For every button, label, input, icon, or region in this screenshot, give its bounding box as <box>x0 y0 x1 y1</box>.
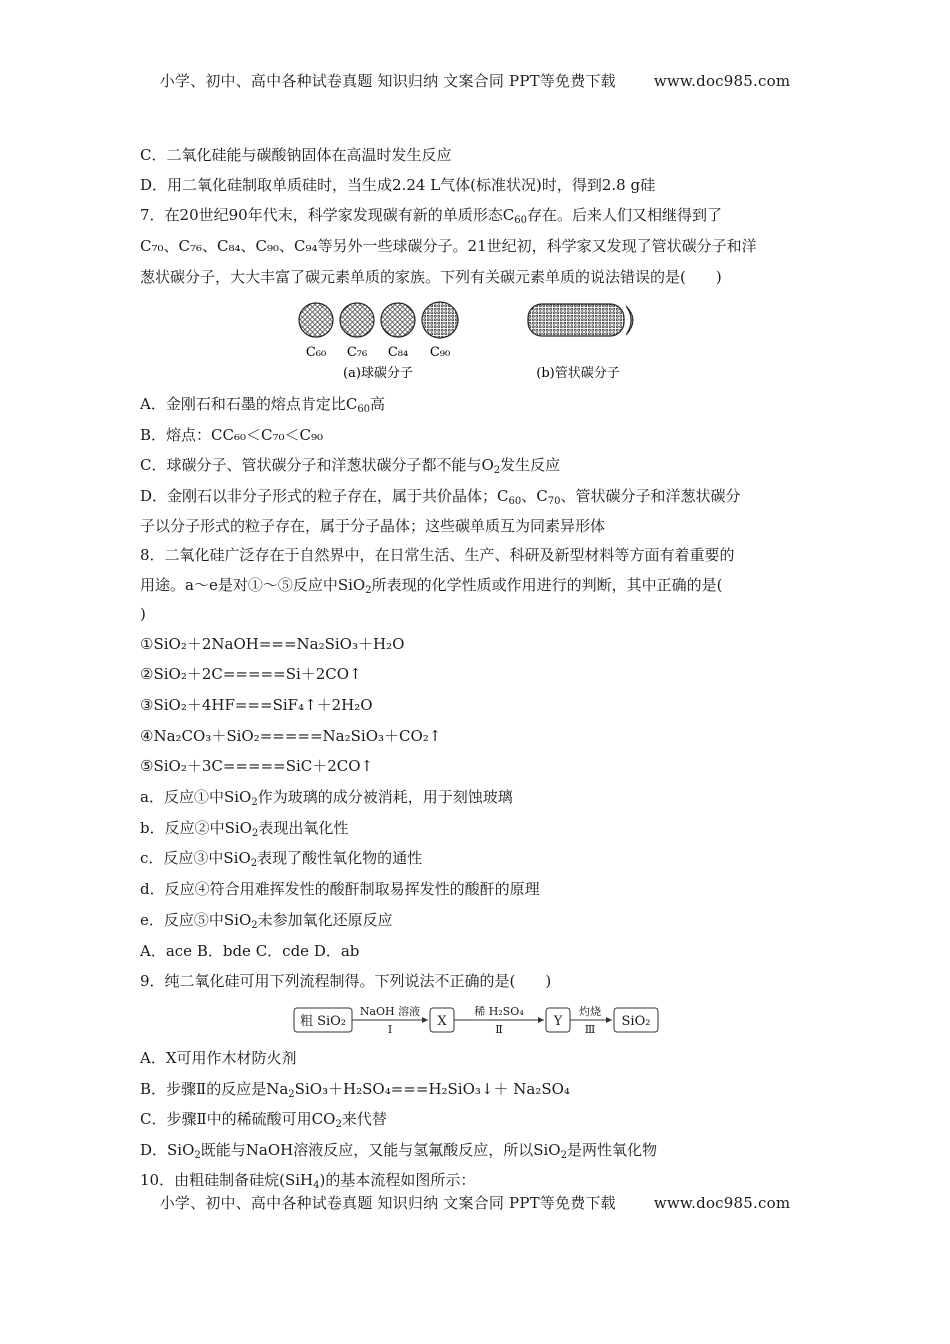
sub: 2 <box>251 920 258 931</box>
ball-c76 <box>340 303 374 337</box>
flow-arrow2-bot: Ⅱ <box>495 1023 503 1036</box>
sub: 4 <box>313 1180 320 1191</box>
q9d-text-c: 是两性氧化物 <box>566 1141 657 1159</box>
q7c-text-b: 发生反应 <box>500 456 561 474</box>
footer-url[interactable]: www.doc985.com <box>653 1194 791 1212</box>
sub: 2 <box>251 828 259 839</box>
sub: 2 <box>250 858 258 869</box>
sub: 2 <box>251 797 258 808</box>
flow-arrow1-bot: Ⅰ <box>387 1023 393 1036</box>
q7a-text-a: A．金刚石和石墨的熔点肯定比C <box>140 395 358 413</box>
reaction-4: ④Na₂CO₃＋SiO₂=====Na₂SiO₃＋CO₂↑ <box>140 727 442 745</box>
header-text: 小学、初中、高中各种试卷真题 知识归纳 文案合同 PPT等免费下载 <box>159 72 616 90</box>
flow-box-x-label: X <box>437 1014 447 1029</box>
q8-stem-line2 <box>140 575 722 595</box>
flow-arrowhead-1 <box>422 1017 428 1023</box>
jb-text-a: b．反应②中SiO <box>140 819 252 837</box>
q7b-melting-order: C₆₀＜C₇₀＜C₉₀ <box>222 426 324 444</box>
q7d-text-a: D．金刚石以非分子形式的粒子存在，属于共价晶体；C <box>140 487 509 505</box>
q9d-text-b: 既能与NaOH溶液反应，又能与氢氟酸反应，所以SiO <box>200 1141 561 1159</box>
flow-arrow3-top: 灼烧 <box>579 1005 601 1018</box>
jc-text-b: 表现了酸性氧化物的通性 <box>257 849 423 867</box>
je-text-b: 未参加氧化还原反应 <box>257 911 393 929</box>
judgment-c <box>140 848 422 868</box>
q6-option-c: C．二氧化硅能与碳酸钠固体在高温时发生反应 <box>140 146 452 164</box>
sub: 2 <box>335 1119 342 1130</box>
judgment-e <box>140 910 393 930</box>
sub: 60 <box>508 496 522 507</box>
flow-box-crude-sio2-label: 粗 SiO₂ <box>299 1014 347 1029</box>
flow-box-y-label: Y <box>553 1014 563 1029</box>
q9-option-a: A．X可用作木材防火剂 <box>140 1049 297 1067</box>
jb-text-b: 表现出氧化性 <box>258 819 349 837</box>
ja-text-a: a．反应①中SiO <box>140 788 252 806</box>
footer-text: 小学、初中、高中各种试卷真题 知识归纳 文案合同 PPT等免费下载 <box>159 1194 616 1212</box>
reaction-5: ⑤SiO₂＋3C=====SiC＋2CO↑ <box>140 757 374 775</box>
ja-text-b: 作为玻璃的成分被消耗，用于刻蚀玻璃 <box>257 788 513 806</box>
q7-option-d-line1 <box>140 486 740 506</box>
flow-arrow2-top: 稀 H₂SO₄ <box>474 1005 524 1018</box>
sub: 2 <box>493 465 501 476</box>
carbon-nanotube <box>528 304 633 336</box>
q8-stem-line1: 8．二氧化硅广泛存在于自然界中，在日常生活、生产、科研及新型材料等方面有着重要的 <box>140 546 735 564</box>
q6-option-d: D．用二氧化硅制取单质硅时，当生成2.24 L气体(标准状况)时，得到2.8 g硅 <box>140 176 656 194</box>
q9-option-d <box>140 1140 657 1160</box>
flow-arrowhead-2 <box>538 1017 544 1023</box>
page-header <box>0 70 950 91</box>
q8-stem-line3: ) <box>140 605 146 623</box>
sub: 70 <box>547 496 561 507</box>
q7-option-b <box>140 425 323 445</box>
q10-text-a: 10．由粗硅制备硅烷(SiH <box>140 1171 314 1189</box>
q8-text-b: 所表现的化学性质或作用进行的判断，其中正确的是( <box>371 576 723 594</box>
q9c-text-a: C．步骤Ⅱ中的稀硫酸可用CO <box>140 1110 336 1128</box>
q7-fullerene-list: C₇₀、C₇₆、C₈₄、C₉₀、C₉₄ <box>140 237 318 255</box>
judgment-a <box>140 787 513 807</box>
flow-arrowhead-3 <box>606 1017 612 1023</box>
q7d-mid: 、$C_{70}$ <box>521 487 561 507</box>
header-url[interactable]: www.doc985.com <box>653 72 791 90</box>
caption-ball-carbon: (a)球碳分子 <box>343 366 413 381</box>
reaction-1: ①SiO₂＋2NaOH===Na₂SiO₃＋H₂O <box>140 635 405 653</box>
reaction-2: ②SiO₂＋2C=====Si＋2CO↑ <box>140 665 362 683</box>
q7-option-c <box>140 455 560 475</box>
ball-label-c90: C₉₀ <box>429 345 451 360</box>
q7-stem-line3: 葱状碳分子，大大丰富了碳元素单质的家族。下列有关碳元素单质的说法错误的是( ) <box>140 268 722 286</box>
q7b-text-a: B．熔点：C <box>140 426 223 444</box>
q7c-text-a: C．球碳分子、管状碳分子和洋葱状碳分子都不能与O <box>140 456 494 474</box>
q8-answer-options: A．ace B．bde C．cde D．ab <box>140 942 360 960</box>
q8-text-a: 用途。a～e是对①～⑤反应中SiO <box>140 576 366 594</box>
sub: 60 <box>357 404 371 415</box>
sub: 2 <box>365 585 372 596</box>
flow-arrow3-bot: Ⅲ <box>584 1023 596 1036</box>
ball-label-c84: C₈₄ <box>387 345 409 360</box>
ball-c90 <box>422 302 458 338</box>
je-text-a: e．反应⑤中SiO <box>140 911 252 929</box>
ball-c84 <box>381 303 415 337</box>
q9d-text-a: D．SiO <box>140 1141 195 1159</box>
q9-option-c <box>140 1109 387 1129</box>
carbon-molecules-figure <box>290 297 650 387</box>
q9c-text-b: 来代替 <box>341 1110 387 1128</box>
q10-stem <box>140 1170 475 1190</box>
reaction-3: ③SiO₂＋4HF===SiF₄↑＋2H₂O <box>140 696 373 714</box>
sub: 2 <box>194 1150 201 1161</box>
q7-text-c: 等另外一些球碳分子。21世纪初，科学家又发现了管状碳分子和洋 <box>317 237 757 255</box>
q9-stem: 9．纯二氧化硅可用下列流程制得。下列说法不正确的是( ) <box>140 972 552 990</box>
q9b-text-a: B．步骤Ⅱ的反应是Na <box>140 1080 289 1098</box>
q7-text-a: 7．在20世纪90年代末，科学家发现碳有新的单质形态C <box>140 206 515 224</box>
flow-arrow1-top: NaOH 溶液 <box>359 1005 421 1018</box>
q7-option-a <box>140 394 385 414</box>
sub: 2 <box>288 1089 295 1100</box>
q7a-text-b: 高 <box>370 395 386 413</box>
silica-flow-diagram <box>292 1002 662 1038</box>
q7-text-b: 存在。后来人们又相继得到了 <box>526 206 722 224</box>
q7-stem-line1 <box>140 205 722 225</box>
sub: 60 <box>514 215 527 226</box>
q9b-equation: SiO₃＋H₂SO₄===H₂SiO₃↓＋ Na₂SO₄ <box>294 1080 570 1098</box>
judgment-d: d．反应④符合用难挥发性的酸酐制取易挥发性的酸酐的原理 <box>140 880 540 898</box>
q7d-text-b: 、管状碳分子和洋葱状碳分 <box>560 487 741 505</box>
ball-label-c76: C₇₆ <box>346 345 368 360</box>
q7-stem-line2 <box>140 236 757 256</box>
caption-tube-carbon: (b)管状碳分子 <box>536 366 620 381</box>
judgment-b <box>140 818 348 838</box>
q10-text-b: )的基本流程如图所示： <box>319 1171 476 1189</box>
sub: 2 <box>560 1150 567 1161</box>
flow-box-pure-sio2-label: SiO₂ <box>621 1014 651 1029</box>
page-footer <box>0 1192 950 1213</box>
q7-option-d-line2: 子以分子形式的粒子存在，属于分子晶体；这些碳单质互为同素异形体 <box>140 517 606 535</box>
ball-c60 <box>299 303 333 337</box>
jc-text-a: c．反应③中SiO <box>140 849 251 867</box>
ball-label-c60: C₆₀ <box>305 345 327 360</box>
q9-option-b <box>140 1079 570 1099</box>
